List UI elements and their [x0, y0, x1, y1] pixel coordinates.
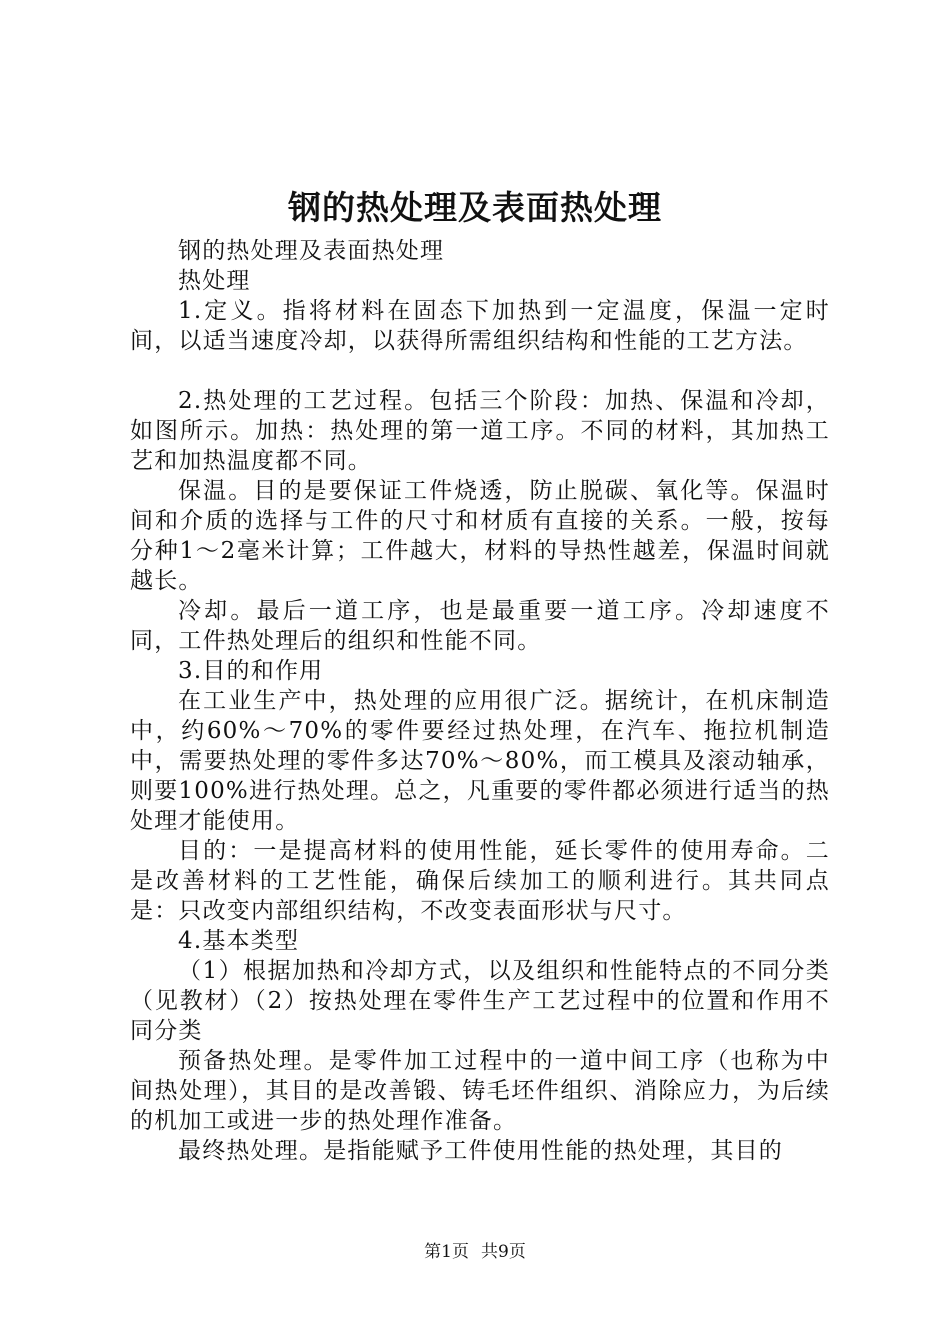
paragraph-subtitle: 钢的热处理及表面热处理: [178, 238, 445, 264]
paragraph-final: 最终热处理。是指能赋予工件使用性能的热处理，其目的: [178, 1138, 783, 1164]
paragraph-purpose: 目的：一是提高材料的使用性能，延长零件的使用寿命。二是改善材料的工艺性能，确保后续加工的顺利进行。其共同点是：只改变内部组织结构，不改变表面形状与尺寸。: [130, 838, 830, 924]
page-number: 第1页: [424, 1242, 469, 1262]
paragraph-heading-purpose: 3.目的和作用: [178, 658, 324, 684]
paragraph-process: 2.热处理的工艺过程。包括三个阶段：加热、保温和冷却，如图所示。加热：热处理的第一道工序。不同的材料，其加热工艺和加热温度都不同。: [130, 388, 830, 474]
document-title: 钢的热处理及表面热处理: [288, 188, 662, 227]
page-footer: [0, 1240, 950, 1264]
paragraph-cooling: 冷却。最后一道工序，也是最重要一道工序。冷却速度不同，工件热处理后的组织和性能不同。: [130, 598, 830, 654]
paragraph-heading-types: 4.基本类型: [178, 928, 300, 954]
paragraph-preliminary: 预备热处理。是零件加工过程中的一道中间工序（也称为中间热处理），其目的是改善锻、铸毛坯件组织、消除应力，为后续的机加工或进一步的热处理作准备。: [130, 1048, 830, 1134]
page-total: 共9页: [481, 1242, 526, 1262]
paragraph-industry-use: 在工业生产中，热处理的应用很广泛。据统计，在机床制造中，约60%～70%的零件要经过热处理，在汽车、拖拉机制造中，需要热处理的零件多达70%～80%，而工模具及滚动轴承，则要100%进行热处理。总之，凡重要的零件都必须进行适当的热处理才能使用。: [130, 688, 830, 834]
paragraph-definition: 1.定义。指将材料在固态下加热到一定温度，保温一定时间，以适当速度冷却，以获得所需组织结构和性能的工艺方法。: [130, 298, 830, 354]
paragraph-holding: 保温。目的是要保证工件烧透，防止脱碳、氧化等。保温时间和介质的选择与工件的尺寸和材质有直接的关系。一般，按每分种1～2毫米计算；工件越大，材料的导热性越差，保温时间就越长。: [130, 478, 830, 594]
paragraph-heading-heat-treatment: 热处理: [178, 268, 251, 294]
document-body: [130, 236, 830, 1166]
paragraph-classification: （1）根据加热和冷却方式，以及组织和性能特点的不同分类（见教材）（2）按热处理在零件生产工艺过程中的位置和作用不同分类: [130, 958, 830, 1044]
